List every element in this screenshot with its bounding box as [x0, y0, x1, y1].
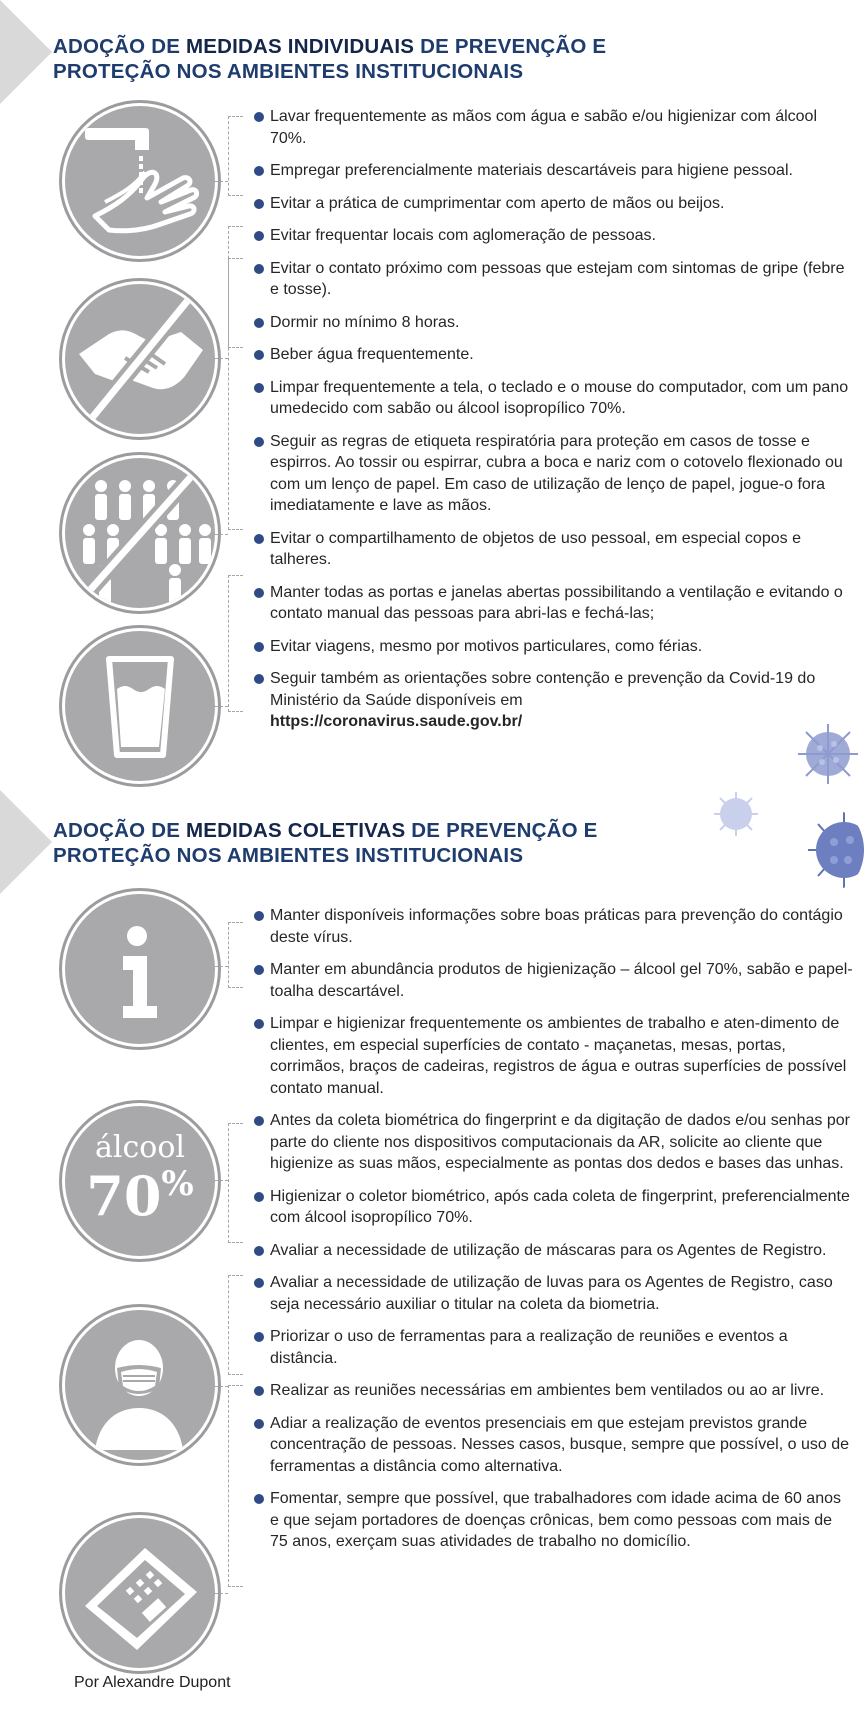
section-collective-title: [53, 818, 598, 868]
list-item: Evitar o contato próximo com pessoas que estejam com sintomas de gripe (febre e tosse).: [254, 258, 854, 301]
connector-bracket: [228, 258, 243, 530]
no-crowd-icon: [65, 458, 215, 608]
mask-person-icon: [65, 1310, 215, 1460]
list-item: Empregar preferencialmente materiais descartáveis para higiene pessoal.: [254, 160, 854, 182]
alcohol-number: 70: [86, 1164, 162, 1228]
list-item: Evitar a prática de cumprimentar com aperto de mãos ou beijos.: [254, 193, 854, 215]
title-text: PROTEÇÃO NOS AMBIENTES INSTITUCIONAIS: [53, 844, 524, 867]
list-item: Higienizar o coletor biométrico, após cada coleta de fingerprint, preferencialmente com álcool isopropílico 70%.: [254, 1186, 854, 1229]
list-item: Fomentar, sempre que possível, que trabalhadores com idade acima de 60 anos e que sejam portadores de doenças crônicas, bem como pessoas com mais de 75 anos, exerçam suas atividades de trabalho no domicílio.: [254, 1488, 854, 1553]
handwash-icon: [65, 106, 215, 256]
virus-icon: [712, 790, 760, 838]
title-text: PROTEÇÃO NOS AMBIENTES INSTITUCIONAIS: [53, 60, 524, 83]
title-highlight: MEDIDAS COLETIVAS: [185, 819, 406, 842]
list-item-text: Seguir também as orientações sobre contenção e prevenção da Covid-19 do Ministério da Saúde disponíveis em: [270, 670, 816, 709]
alcohol-percent: %: [161, 1164, 194, 1204]
list-item: Lavar frequentemente as mãos com água e sabão e/ou higienizar com álcool 70%.: [254, 106, 854, 149]
connector-line: [215, 534, 228, 535]
author-credit: Por Alexandre Dupont: [74, 1674, 231, 1691]
list-item: Limpar frequentemente a tela, o teclado e o mouse do computador, com um pano umedecido com sabão ou álcool isopropílico 70%.: [254, 377, 854, 420]
list-item: Avaliar a necessidade de utilização de luvas para os Agentes de Registro, caso seja necessário auxiliar o titular na coleta da biometria.: [254, 1272, 854, 1315]
alcohol-word: álcool: [95, 1130, 185, 1165]
title-highlight: MEDIDAS INDIVIDUAIS: [185, 35, 415, 58]
section-individual-title: [53, 34, 606, 84]
title-text: DE PREVENÇÃO E: [414, 35, 607, 58]
title-text: ADOÇÃO DE: [53, 35, 186, 58]
list-item: Manter todas as portas e janelas abertas possibilitando a ventilação e evitando o contato manual das pessoas para abri-las e fechá-las;: [254, 582, 854, 625]
list-item: Limpar e higienizar frequentemente os ambientes de trabalho e aten-dimento de clientes, em especial superfícies de contato - maçanetas, mesas, portas, corrimãos, braços de cadeiras, registros de água e outras superfícies de possível contato manual.: [254, 1013, 854, 1099]
list-item: Evitar o compartilhamento de objetos de uso pessoal, em especial copos e talheres.: [254, 528, 854, 571]
list-item: Manter em abundância produtos de higienização – álcool gel 70%, sabão e papel-toalha descartável.: [254, 959, 854, 1002]
connector-bracket: [228, 1123, 243, 1243]
list-item: Seguir as regras de etiqueta respiratória para proteção em casos de tosse e espirros. Ao tossir ou espirrar, cubra a boca e nariz com o cotovelo flexionado ou com um lenço de papel. Em caso de utilização de lenço de papel, jogue-o fora imediatamente e lave as mãos.: [254, 431, 854, 517]
list-item: Dormir no mínimo 8 horas.: [254, 312, 854, 334]
alcohol-percentage: [65, 1164, 215, 1228]
info-icon: [65, 894, 215, 1044]
list-item: Evitar viagens, mesmo por motivos particulares, como férias.: [254, 636, 854, 658]
connector-line: [215, 1386, 228, 1387]
connector-bracket: [228, 116, 243, 196]
list-item: Beber água frequentemente.: [254, 344, 854, 366]
connector-line: [215, 358, 228, 359]
list-item: Avaliar a necessidade de utilização de máscaras para os Agentes de Registro.: [254, 1240, 854, 1262]
decorative-triangle: [0, 0, 52, 104]
connector-bracket: [228, 1275, 243, 1375]
list-item: Adiar a realização de eventos presenciais em que estejam previstos grande concentração de pessoas. Nesses casos, busque, sempre que possível, o uso de ferramentas a distância como alternativa.: [254, 1413, 854, 1478]
connector-line: [215, 181, 228, 182]
list-item: Realizar as reuniões necessárias em ambientes bem ventilados ou ao ar livre.: [254, 1380, 854, 1402]
list-item: Evitar frequentar locais com aglomeração de pessoas.: [254, 225, 854, 247]
covid-info-link[interactable]: https://coronavirus.saude.gov.br/: [270, 713, 523, 730]
collective-measures-list: [254, 905, 854, 1564]
alcohol-70-icon: [65, 1106, 215, 1256]
virus-icon: [796, 722, 860, 786]
connector-bracket: [228, 575, 243, 712]
connector-bracket: [228, 922, 243, 988]
list-item: Manter disponíveis informações sobre boas práticas para prevenção do contágio deste vírus.: [254, 905, 854, 948]
no-handshake-icon: [65, 284, 215, 434]
title-text: ADOÇÃO DE: [53, 819, 186, 842]
decorative-triangle: [0, 790, 52, 894]
title-text: DE PREVENÇÃO E: [405, 819, 598, 842]
connector-line: [215, 1593, 228, 1594]
list-item: [254, 668, 854, 733]
connector-line: [215, 706, 228, 707]
virus-icon: [804, 810, 864, 890]
laptop-icon: [65, 1518, 215, 1668]
connector-line: [215, 966, 228, 967]
list-item: Priorizar o uso de ferramentas para a realização de reuniões e eventos a distância.: [254, 1326, 854, 1369]
list-item: Antes da coleta biométrica do fingerprint e da digitação de dados e/ou senhas por parte do cliente nos dispositivos computacionais da AR, solicite ao cliente que higienize as suas mãos, especialmente as pontas dos dedos e bases das unhas.: [254, 1110, 854, 1175]
water-glass-icon: [65, 631, 215, 781]
individual-measures-list: [254, 106, 854, 744]
connector-bracket: [228, 1385, 243, 1587]
connector-line: [215, 1180, 228, 1181]
